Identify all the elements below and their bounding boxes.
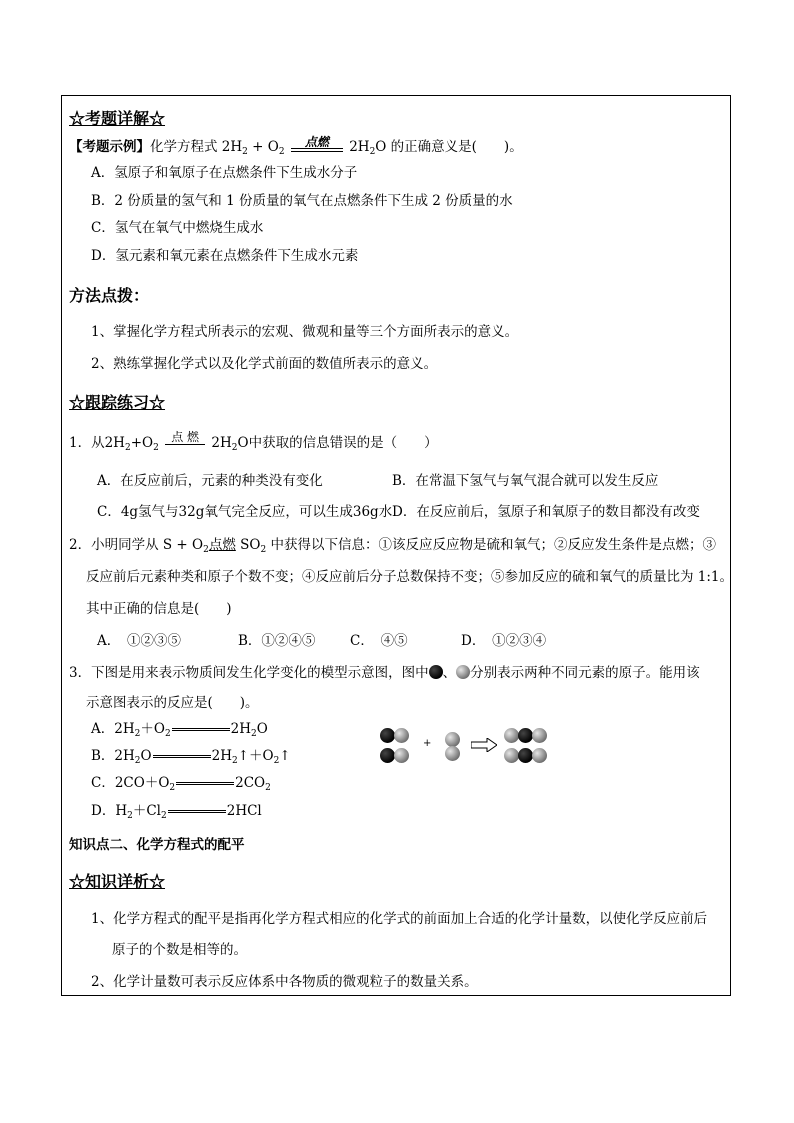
detail-item-2: 2、化学计量数可表示反应体系中各物质的微观粒子的数量关系。 <box>91 974 478 990</box>
q3-option-b: B．$2H_2O$ $2H_2↑+O_2↑$ <box>91 748 291 766</box>
equation-condition-arrow: 点燃 <box>289 139 345 157</box>
grey-atom-icon <box>456 665 470 679</box>
question-2-line-3: 其中正确的信息是( ) <box>86 601 232 617</box>
reaction-arrow-icon <box>471 738 497 752</box>
reactant-1-atom-black <box>380 728 395 743</box>
reactant-3-atom-top <box>445 732 460 747</box>
q1-option-c: C．4g氢气与32g氧气完全反应，可以生成36g水 <box>97 504 393 520</box>
q2-option-c: C． ④⑤ <box>350 633 408 649</box>
reactant-2-atom-grey <box>394 748 409 763</box>
method-item-1: 1、掌握化学方程式所表示的宏观、微观和量等三个方面所表示的意义。 <box>91 324 519 340</box>
q3-option-d: D．$H_2+Cl_2$ 2HCl <box>91 803 262 821</box>
method-title: 方法点拨： <box>69 286 150 305</box>
q3-option-a: A．$2H_2+O_2$ $2H_2O$ <box>91 721 268 739</box>
question-2-line-2: 反应前后元素种类和原子个数不变；④反应前后分子总数保持不变；⑤参加反应的硫和氧气的质量比为 1:1。 <box>86 569 734 585</box>
black-atom-icon <box>429 665 443 679</box>
knowledge-point-2-title: 知识点二、化学方程式的配平 <box>69 837 245 853</box>
example-tag: 【考题示例】 <box>69 139 150 155</box>
detail-item-1-cont: 原子的个数是相等的。 <box>112 942 247 958</box>
question-3-line-2: 示意图表示的反应是( )。 <box>86 695 259 711</box>
example-option-a: A．氢原子和氧原子在点燃条件下生成水分子 <box>91 165 358 181</box>
reaction-model-diagram <box>380 726 560 768</box>
plus-sign: + <box>423 738 432 749</box>
section-title-knowledge-detail: ☆知识详析☆ <box>69 872 166 891</box>
q2-option-b: B．①②④⑤ <box>238 633 316 649</box>
section-title-exam-detail: ☆考题详解☆ <box>69 109 166 128</box>
product-2-atom-left <box>504 748 519 763</box>
product-1-atom-right <box>532 728 547 743</box>
q1-condition-arrow: 点 燃 <box>163 435 207 453</box>
product-1-atom-left <box>504 728 519 743</box>
reactant-1-atom-grey <box>394 728 409 743</box>
section-title-practice: ☆跟踪练习☆ <box>69 393 166 412</box>
q2-option-a: A． ①②③⑤ <box>97 633 181 649</box>
reactant-3-atom-bottom <box>445 746 460 761</box>
detail-item-1: 1、化学方程式的配平是指再化学方程式相应的化学式的前面加上合适的化学计量数，以使化学反应前后 <box>91 911 708 927</box>
q2-option-d: D． ①②③④ <box>461 633 547 649</box>
q1-option-d: D．在反应前后，氢原子和氧原子的数目都没有改变 <box>392 504 700 520</box>
example-option-c: C．氢气在氧气中燃烧生成水 <box>91 220 264 236</box>
method-item-2: 2、熟练掌握化学式以及化学式前面的数值所表示的意义。 <box>91 356 438 372</box>
question-2-line-1: 2．小明同学从 $S + O_2$点燃 $SO_2$ 中获得以下信息：①该反应反应物是硫和氧气；②反应发生条件是点燃；③ <box>69 537 716 555</box>
product-2-atom-right <box>532 748 547 763</box>
question-3-line-1: 3．下图是用来表示物质间发生化学变化的模型示意图，图中 、 分别表示两种不同元素的原子。能用该 <box>69 665 700 681</box>
q1-option-a: A．在反应前后，元素的种类没有变化 <box>97 473 323 489</box>
q1-option-b: B．在常温下氢气与氧气混合就可以发生反应 <box>392 473 659 489</box>
reactant-2-atom-black <box>380 748 395 763</box>
product-2-atom-mid <box>518 748 533 763</box>
example-option-d: D．氢元素和氧元素在点燃条件下生成水元素 <box>91 248 359 264</box>
exam-example-line: 【考题示例】化学方程式 $2H_2 + O_2$ 点燃 $2H_2O$ 的正确意义是( )。 <box>69 134 523 157</box>
q3-option-c: C．$2CO+O_2$ $2CO_2$ <box>91 775 271 793</box>
product-1-atom-mid <box>518 728 533 743</box>
question-1-stem: 1．从$2H_2+O_2$ 点 燃 $2H_2O$中获取的信息错误的是（ ） <box>69 429 438 453</box>
example-option-b: B．2 份质量的氢气和 1 份质量的氧气在点燃条件下生成 2 份质量的水 <box>91 193 513 209</box>
